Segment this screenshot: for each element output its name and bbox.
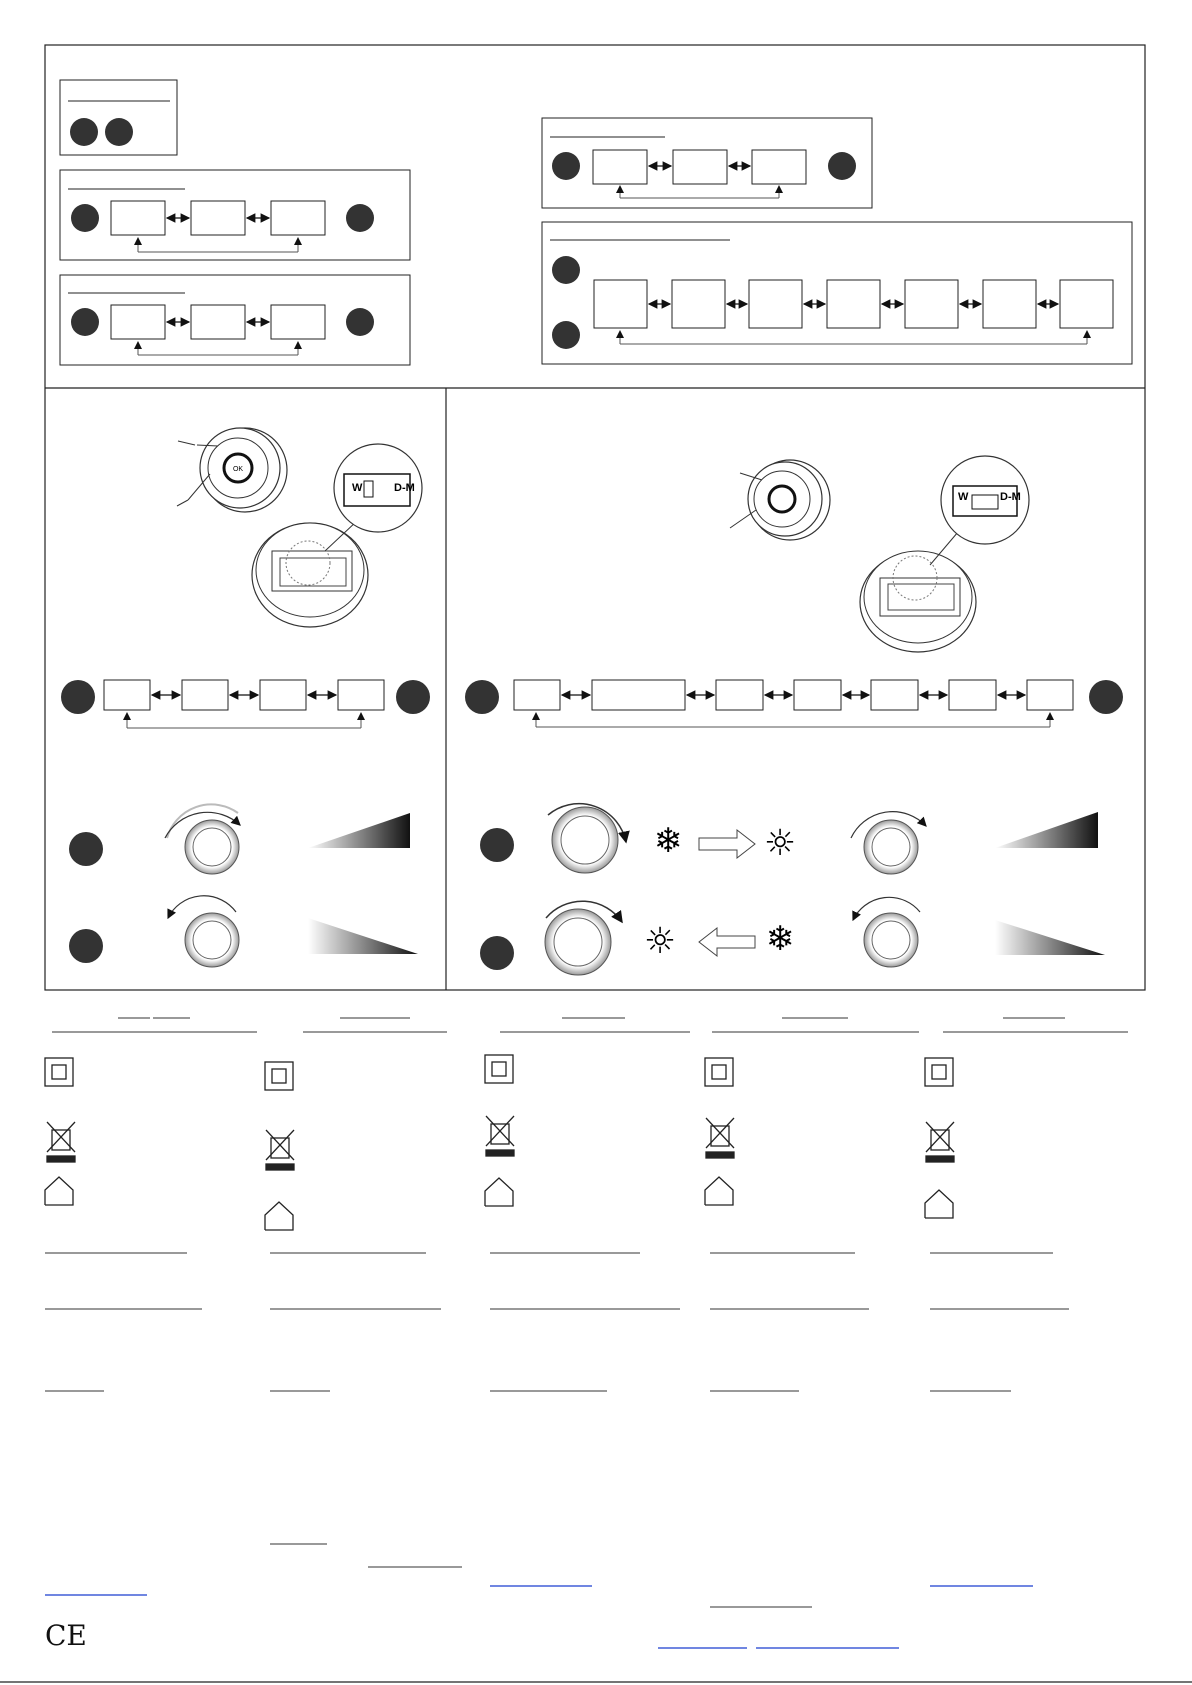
switch-label-dm: D-M [1000,491,1021,503]
snowflake-icon: ❄ [653,821,683,861]
knob-row-right-2 [480,897,1105,975]
button-icon [61,680,95,714]
language-columns [45,1018,1128,1648]
cycle-right-panel [465,680,1123,727]
mode-box-cycle-c [542,118,872,208]
mode-box-cycle-d [542,222,1132,364]
switch-label-dm: D-M [394,482,415,494]
brightness-ramp-up-icon [308,813,410,848]
button-icon [105,118,133,146]
knob-label: OK [232,466,244,473]
knob-counterclockwise-icon [545,901,622,975]
knob-counterclockwise-icon [168,896,239,967]
button-icon [1089,680,1123,714]
button-icon [465,680,499,714]
brightness-ramp-down-icon [995,920,1105,955]
indoor-use-icon [705,1177,733,1205]
arrow-right-icon [699,830,755,858]
safety-icons [45,1055,954,1230]
button-icon [71,308,99,336]
link-underlines[interactable] [45,1586,1033,1648]
knob-clockwise-icon [165,804,240,874]
knob-row-left-1 [69,804,410,874]
snowflake-icon: ❄ [765,919,795,959]
button-icon [70,118,98,146]
crossed-bin-icon [486,1116,514,1156]
button-icon [396,680,430,714]
button-icon [552,321,580,349]
knob-counterclockwise-icon [853,897,920,967]
double-insulation-icon [485,1055,513,1083]
mode-box-small [60,80,177,155]
button-icon [346,204,374,232]
button-icon [71,204,99,232]
double-insulation-icon [925,1058,953,1086]
ce-mark-icon: CE [45,1619,87,1652]
button-icon [552,256,580,284]
double-insulation-icon [705,1058,733,1086]
button-icon [346,308,374,336]
arrow-left-icon [699,928,755,956]
switch-label-w: W [958,491,969,503]
mode-box-cycle-b [60,275,410,365]
remote-control-icon [177,428,287,512]
crossed-bin-icon [47,1122,75,1162]
cycle-left-panel [61,680,430,728]
mode-box-cycle-a [60,170,410,260]
remote-control-icon [730,460,830,540]
dip-switch-icon [860,456,1029,652]
knob-clockwise-icon [851,812,926,874]
button-icon [552,152,580,180]
button-icon [480,936,514,970]
knob-clockwise-icon [548,804,626,873]
button-icon [828,152,856,180]
switch-label-w: W [352,482,363,494]
crossed-bin-icon [926,1122,954,1162]
sun-icon: ☼ [763,823,797,864]
brightness-ramp-down-icon [308,918,418,954]
button-icon [480,828,514,862]
knob-row-left-2 [69,896,418,967]
double-insulation-icon [265,1062,293,1090]
knob-row-right-1 [480,804,1098,874]
sun-icon: ☼ [643,921,677,962]
button-icon [69,832,103,866]
indoor-use-icon [45,1177,73,1205]
indoor-use-icon [925,1190,953,1218]
button-icon [69,929,103,963]
indoor-use-icon [485,1178,513,1206]
brightness-ramp-up-icon [995,812,1098,848]
indoor-use-icon [265,1202,293,1230]
double-insulation-icon [45,1058,73,1086]
crossed-bin-icon [706,1118,734,1158]
crossed-bin-icon [266,1130,294,1170]
